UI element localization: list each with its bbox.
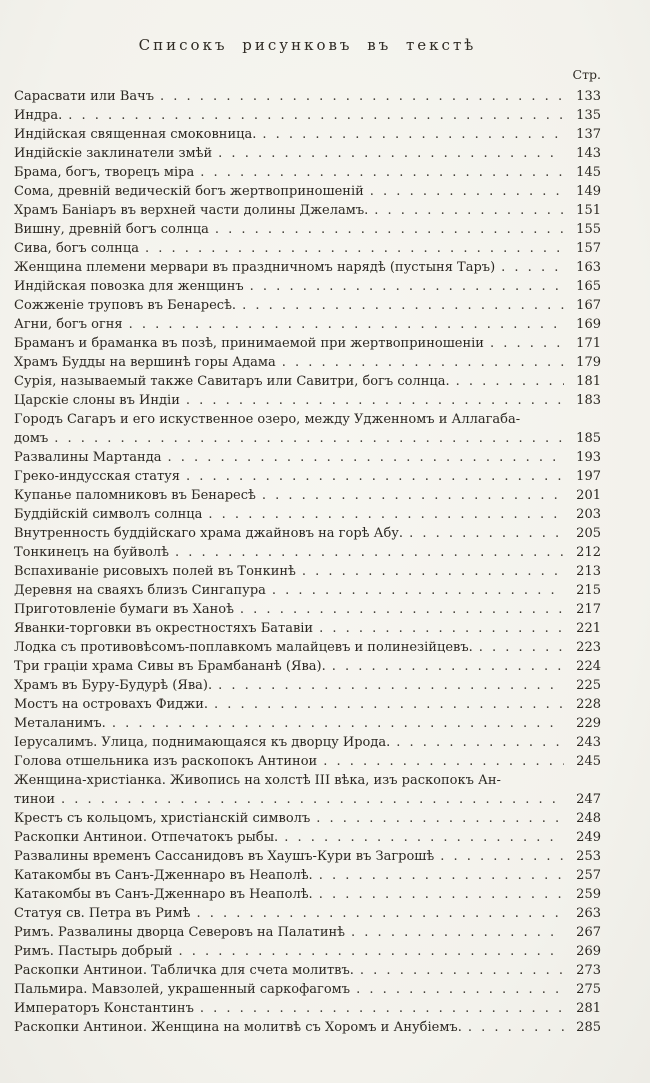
- dot-leader: [302, 562, 564, 581]
- entry-title: Индра.: [14, 108, 63, 123]
- toc-row: [14, 771, 601, 790]
- entry-page: 263: [576, 906, 601, 921]
- dot-leader: [218, 144, 564, 163]
- entry-page: 273: [576, 963, 601, 978]
- dot-leader: [61, 790, 564, 809]
- entry-title: Женщина-христіанка. Живопись на холстѣ III вѣка, изъ раскопокъ Ан-: [14, 773, 501, 788]
- toc-row: [14, 562, 601, 581]
- entry-title: Брама, богъ, творецъ міра: [14, 165, 195, 180]
- entry-page: 248: [576, 811, 601, 826]
- dot-leader: [186, 391, 564, 410]
- dot-leader: [316, 809, 564, 828]
- entry-title: Сома, древній ведическій богъ жертвоприношеній: [14, 184, 364, 199]
- dot-leader: [272, 581, 564, 600]
- entry-title: Металанимъ.: [14, 716, 106, 731]
- toc-row: [14, 714, 601, 733]
- entry-page: 185: [576, 431, 601, 446]
- toc-row: [14, 163, 601, 182]
- entry-title: Агни, богъ огня: [14, 317, 123, 332]
- toc-row: [14, 543, 601, 562]
- entry-page: 212: [576, 545, 601, 560]
- toc-row: [14, 486, 601, 505]
- entry-page: 215: [576, 583, 601, 598]
- dot-leader: [490, 334, 564, 353]
- dot-leader: [319, 619, 564, 638]
- entry-page: 224: [576, 659, 601, 674]
- entry-title: Статуя св. Петра въ Римѣ: [14, 906, 191, 921]
- dot-leader: [319, 885, 564, 904]
- toc-row: [14, 220, 601, 239]
- toc-row: [14, 619, 601, 638]
- toc-row: [14, 657, 601, 676]
- entry-title: Городъ Сагаръ и его искуственное озеро, между Удженномъ и Аллагаба-: [14, 412, 521, 427]
- entry-page: 151: [576, 203, 601, 218]
- dot-leader: [145, 239, 564, 258]
- entry-page: 157: [576, 241, 601, 256]
- toc-row: [14, 239, 601, 258]
- entry-title: Вспахиваніе рисовыхъ полей въ Тонкинѣ: [14, 564, 296, 579]
- dot-leader: [409, 524, 564, 543]
- toc-row: [14, 695, 601, 714]
- toc-row: [14, 87, 601, 106]
- toc-row: [14, 467, 601, 486]
- entry-page: 217: [576, 602, 601, 617]
- dot-leader: [200, 163, 564, 182]
- entry-title: Индійская повозка для женщинъ: [14, 279, 244, 294]
- toc-row: [14, 847, 601, 866]
- entry-page: 228: [576, 697, 601, 712]
- dot-leader: [468, 1018, 564, 1037]
- entry-page: 155: [576, 222, 601, 237]
- entry-page: 133: [576, 89, 601, 104]
- dot-leader: [323, 752, 564, 771]
- dot-leader: [179, 942, 565, 961]
- dot-leader: [175, 543, 564, 562]
- toc-row: [14, 448, 601, 467]
- entry-title: Пальмира. Мавзолей, украшенный саркофагомъ: [14, 982, 351, 997]
- dot-leader: [374, 201, 564, 220]
- toc-row: [14, 505, 601, 524]
- entry-title: Индійскіе заклинатели змѣй: [14, 146, 213, 161]
- toc-row: [14, 144, 601, 163]
- toc-row: [14, 296, 601, 315]
- dot-leader: [396, 733, 564, 752]
- entry-page: 285: [576, 1020, 601, 1035]
- entry-title: Храмъ въ Буру-Будурѣ (Ява).: [14, 678, 213, 693]
- dot-leader: [356, 980, 564, 999]
- entry-title: Раскопки Антинои. Женщина на молитвѣ съ Хоромъ и Анубіемъ.: [14, 1020, 462, 1035]
- entry-title: Сурія, называемый также Савитаръ или Савитри, богъ солнца.: [14, 374, 450, 389]
- toc-row: [14, 258, 601, 277]
- dot-leader: [282, 353, 564, 372]
- dot-leader: [262, 125, 564, 144]
- toc-row: [14, 353, 601, 372]
- entry-title: Вишну, древній богъ солнца: [14, 222, 209, 237]
- toc-row: [14, 904, 601, 923]
- entry-page: 197: [576, 469, 601, 484]
- dot-leader: [208, 505, 564, 524]
- entry-page: 181: [576, 374, 601, 389]
- dot-leader: [440, 847, 564, 866]
- entry-page: 267: [576, 925, 601, 940]
- entry-page: 203: [576, 507, 601, 522]
- entry-page: 249: [576, 830, 601, 845]
- toc-row: [14, 1018, 601, 1037]
- entry-page: 275: [576, 982, 601, 997]
- entry-title: Катакомбы въ Санъ-Дженнаро въ Неаполѣ.: [14, 868, 313, 883]
- toc-row: [14, 999, 601, 1018]
- toc-row: [14, 277, 601, 296]
- dot-leader: [351, 923, 564, 942]
- entry-title: Яванки-торговки въ окрестностяхъ Батавіи: [14, 621, 314, 636]
- dot-leader: [129, 315, 564, 334]
- toc-row: [14, 315, 601, 334]
- entry-page: 257: [576, 868, 601, 883]
- entry-page: 269: [576, 944, 601, 959]
- entry-page: 167: [576, 298, 601, 313]
- dot-leader: [54, 429, 564, 448]
- entry-page: 169: [576, 317, 601, 332]
- entry-title: Храмъ Баніаръ въ верхней части долины Джеламъ.: [14, 203, 369, 218]
- toc-row: [14, 866, 601, 885]
- page-column-header: Стр.: [572, 67, 601, 82]
- entry-title: Царскіе слоны въ Индіи: [14, 393, 180, 408]
- entry-page: 281: [576, 1001, 601, 1016]
- entry-title: Сарасвати или Вачъ: [14, 89, 154, 104]
- figure-list: [14, 87, 601, 1037]
- entry-title: Купанье паломниковъ въ Бенаресѣ: [14, 488, 256, 503]
- entry-title: Лодка съ противовѣсомъ-поплавкомъ малайцевъ и полинезійцевъ.: [14, 640, 473, 655]
- entry-title: Римъ. Развалины дворца Северовъ на Палатинѣ: [14, 925, 346, 940]
- toc-row: [14, 182, 601, 201]
- dot-leader: [196, 904, 564, 923]
- dot-leader: [242, 296, 564, 315]
- entry-page: 205: [576, 526, 601, 541]
- entry-title: Развалины Мартанда: [14, 450, 162, 465]
- entry-title: Раскопки Антинои. Табличка для счета молитвъ.: [14, 963, 354, 978]
- entry-page: 223: [576, 640, 601, 655]
- entry-page: 253: [576, 849, 601, 864]
- dot-leader: [284, 828, 564, 847]
- entry-title: Іерусалимъ. Улица, поднимающаяся къ дворцу Ирода.: [14, 735, 391, 750]
- entry-page: 213: [576, 564, 601, 579]
- toc-row: [14, 391, 601, 410]
- toc-row: [14, 581, 601, 600]
- dot-leader: [240, 600, 564, 619]
- toc-row: [14, 410, 601, 429]
- entry-title: Греко-индусская статуя: [14, 469, 180, 484]
- entry-title: Индійская священная смоковница.: [14, 127, 257, 142]
- entry-page: 137: [576, 127, 601, 142]
- entry-title: Римъ. Пастырь добрый: [14, 944, 173, 959]
- entry-title-continuation: домъ: [14, 431, 49, 446]
- dot-leader: [214, 695, 564, 714]
- toc-row: [14, 828, 601, 847]
- toc-row: [14, 733, 601, 752]
- toc-row: [14, 524, 601, 543]
- entry-page: 179: [576, 355, 601, 370]
- entry-title: Катакомбы въ Санъ-Дженнаро въ Неаполѣ.: [14, 887, 313, 902]
- entry-page: 259: [576, 887, 601, 902]
- dot-leader: [370, 182, 564, 201]
- dot-leader: [200, 999, 564, 1018]
- entry-page: 247: [576, 792, 601, 807]
- entry-title: Голова отшельника изъ раскопокъ Антинои: [14, 754, 318, 769]
- entry-title: Три граціи храма Сивы въ Брамбананѣ (Ява).: [14, 659, 326, 674]
- toc-row: [14, 106, 601, 125]
- dot-leader: [68, 106, 564, 125]
- entry-title: Развалины временъ Сассанидовъ въ Хаушъ-Кури въ Загрошѣ: [14, 849, 435, 864]
- entry-page: 193: [576, 450, 601, 465]
- toc-row: [14, 790, 601, 809]
- dot-leader: [456, 372, 564, 391]
- entry-page: 229: [576, 716, 601, 731]
- entry-title: Браманъ и браманка въ позѣ, принимаемой при жертвоприношеніи: [14, 336, 484, 351]
- entry-page: 165: [576, 279, 601, 294]
- entry-title-continuation: тинои: [14, 792, 56, 807]
- entry-title: Крестъ съ кольцомъ, христіанскій символъ: [14, 811, 311, 826]
- toc-row: [14, 372, 601, 391]
- toc-row: [14, 809, 601, 828]
- toc-row: [14, 201, 601, 220]
- entry-page: 135: [576, 108, 601, 123]
- dot-leader: [319, 866, 564, 885]
- entry-page: 171: [576, 336, 601, 351]
- toc-row: [14, 942, 601, 961]
- entry-page: 245: [576, 754, 601, 769]
- entry-title: Буддійскій символъ солнца: [14, 507, 203, 522]
- entry-title: Женщина племени мервари въ праздничномъ нарядѣ (пустыня Таръ): [14, 260, 496, 275]
- toc-row: [14, 638, 601, 657]
- entry-page: 225: [576, 678, 601, 693]
- entry-title: Раскопки Антинои. Отпечатокъ рыбы.: [14, 830, 279, 845]
- entry-title: Деревня на сваяхъ близъ Сингапура: [14, 583, 266, 598]
- dot-leader: [479, 638, 564, 657]
- toc-row: [14, 980, 601, 999]
- entry-title: Приготовленіе бумаги въ Ханоѣ: [14, 602, 234, 617]
- entry-page: 243: [576, 735, 601, 750]
- toc-row: [14, 752, 601, 771]
- toc-row: [14, 923, 601, 942]
- entry-page: 183: [576, 393, 601, 408]
- entry-title: Храмъ Будды на вершинѣ горы Адама: [14, 355, 276, 370]
- dot-leader: [215, 220, 564, 239]
- dot-leader: [112, 714, 564, 733]
- entry-page: 149: [576, 184, 601, 199]
- toc-row: [14, 885, 601, 904]
- toc-row: [14, 334, 601, 353]
- entry-title: Сожженіе труповъ въ Бенаресѣ.: [14, 298, 237, 313]
- dot-leader: [360, 961, 564, 980]
- entry-page: 221: [576, 621, 601, 636]
- entry-page: 145: [576, 165, 601, 180]
- toc-row: [14, 125, 601, 144]
- entry-page: 163: [576, 260, 601, 275]
- dot-leader: [160, 87, 564, 106]
- entry-title: Сива, богъ солнца: [14, 241, 139, 256]
- dot-leader: [250, 277, 564, 296]
- entry-page: 143: [576, 146, 601, 161]
- entry-title: Мостъ на островахъ Фиджи.: [14, 697, 209, 712]
- entry-title: Внутренность буддійскаго храма джайновъ на горѣ Абу.: [14, 526, 404, 541]
- entry-title: Императоръ Константинъ: [14, 1001, 194, 1016]
- dot-leader: [332, 657, 564, 676]
- toc-row: [14, 600, 601, 619]
- entry-page: 201: [576, 488, 601, 503]
- page-title: Списокъ рисунковъ въ текстѣ: [138, 36, 477, 54]
- dot-leader: [186, 467, 564, 486]
- dot-leader: [262, 486, 564, 505]
- dot-leader: [218, 676, 564, 695]
- dot-leader: [501, 258, 564, 277]
- toc-row: [14, 429, 601, 448]
- toc-row: [14, 676, 601, 695]
- dot-leader: [167, 448, 564, 467]
- entry-title: Тонкинецъ на буйволѣ: [14, 545, 170, 560]
- toc-row: [14, 961, 601, 980]
